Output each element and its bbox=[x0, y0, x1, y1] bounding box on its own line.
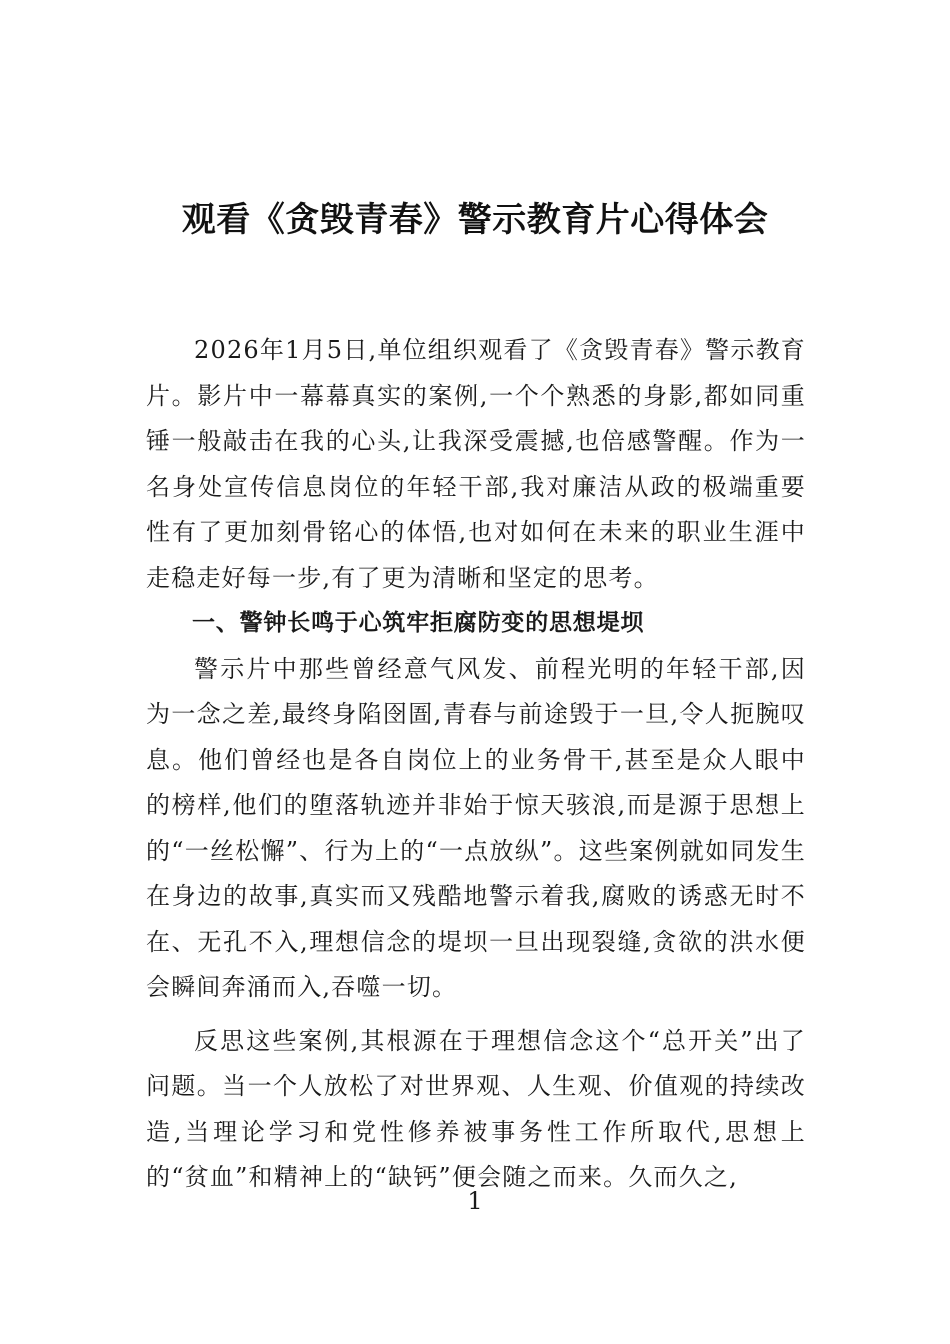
section-paragraph-1: 警示片中那些曾经意气风发、前程光明的年轻干部,因为一念之差,最终身陷囹圄,青春与前途毁于一旦,令人扼腕叹息。他们曾经也是各自岗位上的业务骨干,甚至是众人眼中的榜样,他们的堕落轨迹并非始于惊天骇浪,而是源于思想上的“一丝松懈”、行为上的“一点放纵”。这些案例就如同发生在身边的故事,真实而又残酷地警示着我,腐败的诱惑无时不在、无孔不入,理想信念的堤坝一旦出现裂缝,贪欲的洪水便会瞬间奔涌而入,吞噬一切。 bbox=[146, 654, 806, 1001]
page-number: 1 bbox=[467, 1187, 483, 1215]
document-title: 观看《贪毁青春》警示教育片心得体会 bbox=[181, 200, 769, 240]
intro-paragraph: 2026年1月5日,单位组织观看了《贪毁青春》警示教育片。影片中一幕幕真实的案例,一个个熟悉的身影,都如同重锤一般敲击在我的心头,让我深受震撼,也倍感警醒。作为一名身处宣传信息岗位的年轻干部,我对廉洁从政的极端重要性有了更加刻骨铭心的体悟,也对如何在未来的职业生涯中走稳走好每一步,有了更为清晰和坚定的思考。 bbox=[146, 336, 806, 592]
section-heading: 一、警钟长鸣于心筑牢拒腐防变的思想堤坝 bbox=[192, 610, 645, 636]
document-body bbox=[146, 328, 806, 1201]
section-paragraph-2: 反思这些案例,其根源在于理想信念这个“总开关”出了问题。当一个人放松了对世界观、人生观、价值观的持续改造,当理论学习和党性修养被事务性工作所取代,思想上的“贫血”和精神上的“缺钙”便会随之而来。久而久之, bbox=[146, 1026, 806, 1191]
